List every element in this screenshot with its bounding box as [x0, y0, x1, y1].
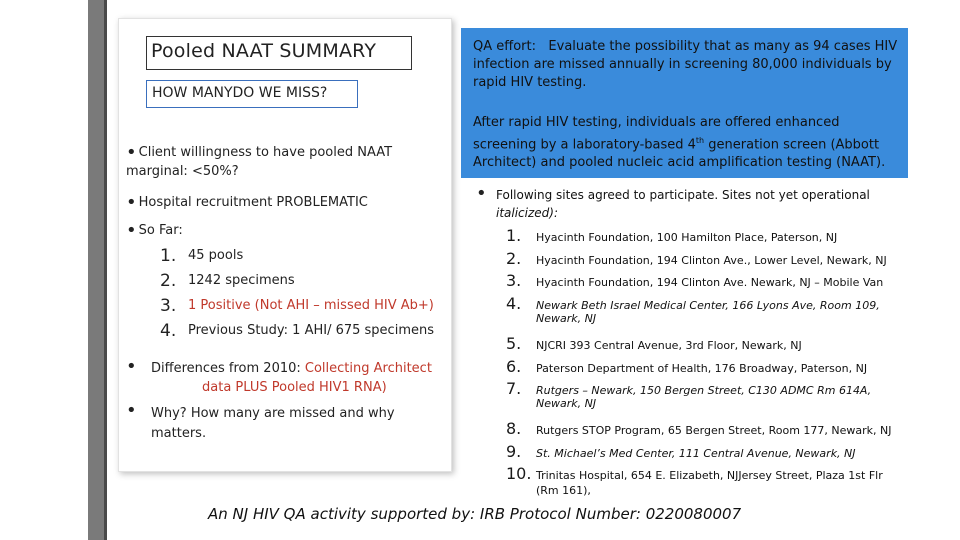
- after-line: After rapid HIV testing, individuals are offered enhanced: [473, 115, 840, 130]
- site-item-4-cont: Newark, NJ: [536, 312, 597, 325]
- site-item-10: [506, 464, 883, 483]
- decorative-sidebar-edge: [104, 0, 107, 540]
- list-number: 3.: [160, 296, 177, 316]
- after-line: screening by a laboratory-based 4: [473, 137, 696, 153]
- site-item-7: [506, 379, 871, 398]
- why-text: Why? How many are missed and why: [151, 406, 395, 421]
- after-testing-text: [473, 114, 885, 172]
- site-text: Trinitas Hospital, 654 E. Elizabeth, NJJersey Street, Plaza 1st Flr: [536, 469, 883, 482]
- list-item: 1242 specimens: [188, 273, 295, 288]
- site-text: Hyacinth Foundation, 100 Hamilton Place, Paterson, NJ: [536, 231, 838, 244]
- bullet-icon: •: [476, 183, 487, 204]
- site-item-6: [506, 357, 867, 376]
- bullet-icon: •: [126, 192, 137, 213]
- bullet-willingness-cont: [126, 164, 239, 179]
- qa-effort-text: [473, 38, 897, 92]
- sites-intro-cont: italicized):: [496, 206, 559, 220]
- site-item-9: [506, 442, 856, 461]
- list-number: 4.: [160, 321, 177, 341]
- superscript: th: [695, 136, 705, 145]
- qa-line: rapid HIV testing.: [473, 75, 587, 90]
- site-item-5: [506, 334, 802, 353]
- site-number: 2.: [506, 249, 522, 268]
- site-item-1: [506, 226, 837, 245]
- site-text: Rutgers STOP Program, 65 Bergen Street, Room 177, Newark, NJ: [536, 424, 892, 437]
- site-number: 8.: [506, 419, 522, 438]
- site-item-10-cont: (Rm 161),: [536, 484, 591, 497]
- site-number: 3.: [506, 271, 522, 290]
- title-box: [146, 36, 412, 70]
- bullet-text: marginal: <50%?: [126, 164, 239, 179]
- page-title: Pooled NAAT SUMMARY: [151, 40, 377, 62]
- site-number: 9.: [506, 442, 522, 461]
- after-line: generation screen (Abbott: [704, 137, 880, 153]
- sites-intro: Following sites agreed to participate. Sites not yet operational: [496, 188, 870, 202]
- site-item-7-cont: Newark, NJ: [536, 397, 597, 410]
- site-text: Hyacinth Foundation, 194 Clinton Ave. Newark, NJ – Mobile Van: [536, 276, 884, 289]
- subtitle: HOW MANYDO WE MISS?: [152, 85, 328, 101]
- site-text: Rutgers – Newark, 150 Bergen Street, C130 ADMC Rm 614A,: [536, 384, 872, 397]
- qa-line: infection are missed annually in screening 80,000 individuals by: [473, 57, 892, 72]
- differences-highlight-cont: data PLUS Pooled HIV1 RNA): [202, 380, 387, 395]
- site-number: 5.: [506, 334, 522, 353]
- site-number: 4.: [506, 294, 522, 313]
- bullet-hospital: [126, 194, 368, 212]
- list-number: 2.: [160, 271, 177, 291]
- site-number: 6.: [506, 357, 522, 376]
- differences-highlight: Collecting Architect: [304, 361, 432, 376]
- site-item-4: [506, 294, 880, 313]
- after-line: Architect) and pooled nucleic acid amplification testing (NAAT).: [473, 155, 886, 171]
- differences-label: Differences from 2010:: [151, 361, 305, 376]
- list-item: 1 Positive (Not AHI – missed HIV Ab+): [188, 298, 434, 313]
- bullet-icon: •: [126, 400, 137, 421]
- differences-text: [151, 361, 432, 376]
- subtitle-box: [146, 80, 358, 108]
- site-number: 10.: [506, 464, 532, 483]
- site-text: Paterson Department of Health, 176 Broadway, Paterson, NJ: [536, 362, 868, 375]
- site-text: St. Michael’s Med Center, 111 Central Avenue, Newark, NJ: [536, 447, 856, 460]
- bullet-so-far: [126, 222, 183, 240]
- bullet-text: Hospital recruitment PROBLEMATIC: [138, 195, 368, 210]
- qa-label: QA effort:: [473, 39, 536, 54]
- site-item-2: [506, 249, 887, 268]
- list-item: 45 pools: [188, 248, 244, 263]
- site-text: Newark Beth Israel Medical Center, 166 Lyons Ave, Room 109,: [536, 299, 880, 312]
- footer-note: An NJ HIV QA activity supported by: IRB Protocol Number: 0220080007: [208, 505, 742, 523]
- bullet-icon: •: [126, 142, 137, 163]
- bullet-text: So Far:: [138, 223, 183, 238]
- site-number: 7.: [506, 379, 522, 398]
- bullet-icon: •: [126, 356, 137, 377]
- site-number: 1.: [506, 226, 522, 245]
- list-item: Previous Study: 1 AHI/ 675 specimens: [188, 323, 434, 338]
- site-text: NJCRI 393 Central Avenue, 3rd Floor, Newark, NJ: [536, 339, 802, 352]
- bullet-text: Client willingness to have pooled NAAT: [138, 145, 393, 160]
- qa-line: Evaluate the possibility that as many as 94 cases HIV: [548, 39, 898, 54]
- site-item-3: [506, 271, 883, 290]
- bullet-willingness: [126, 144, 392, 162]
- why-text-cont: matters.: [151, 426, 207, 441]
- site-item-8: [506, 419, 892, 438]
- list-number: 1.: [160, 246, 177, 266]
- bullet-icon: •: [126, 220, 137, 241]
- site-text: Hyacinth Foundation, 194 Clinton Ave., Lower Level, Newark, NJ: [536, 254, 887, 267]
